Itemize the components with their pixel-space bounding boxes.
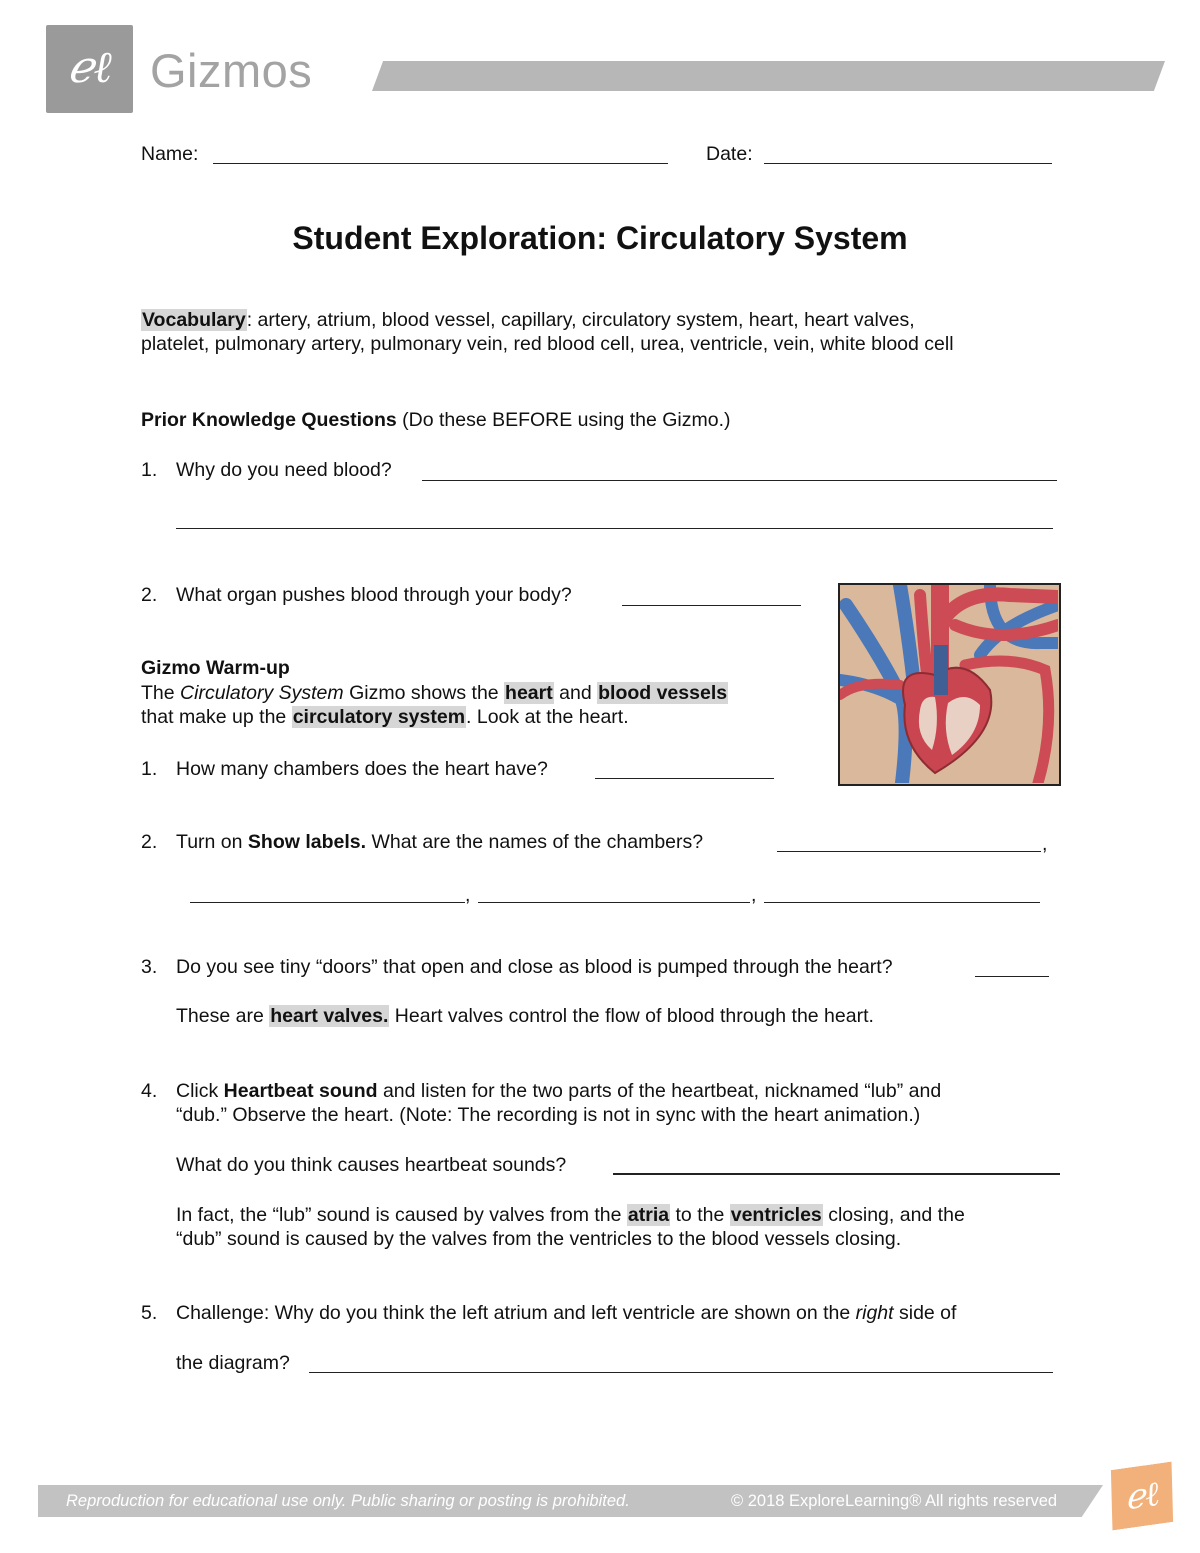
el-logo-icon: ℯℓ xyxy=(67,42,112,93)
warmup-q5-text-2: the diagram? xyxy=(176,1352,290,1374)
prior-q1-answer-line-2[interactable] xyxy=(176,528,1053,529)
warmup-q4-fact-1: In fact, the “lub” sound is caused by valves from the atria to the ventricles closing, and the xyxy=(176,1204,965,1226)
vocabulary-line-2: platelet, pulmonary artery, pulmonary vein, red blood cell, urea, ventricle, vein, white blood cell xyxy=(141,333,954,355)
warmup-q2-number: 2. xyxy=(141,831,158,853)
warmup-q4-ask: What do you think causes heartbeat sounds? xyxy=(176,1154,567,1176)
term-blood-vessels: blood vessels xyxy=(598,682,728,704)
warmup-q4-fact-2: “dub” sound is caused by the valves from the ventricles to the blood vessels closing. xyxy=(176,1228,902,1250)
name-label: Name: xyxy=(141,143,199,165)
vocabulary-terms-1: artery, atrium, blood vessel, capillary, circulatory system, heart, heart valves, xyxy=(252,309,915,331)
prior-q2-number: 2. xyxy=(141,584,158,606)
footer-copyright: © 2018 ExploreLearning® All rights reserved xyxy=(731,1492,1058,1510)
warmup-intro-line-2: that make up the circulatory system. Look at the heart. xyxy=(141,706,629,728)
chamber-answer-line-3[interactable] xyxy=(478,902,750,903)
footer-el-logo-icon: ℯℓ xyxy=(1122,1473,1162,1519)
warmup-intro-line-1: The Circulatory System Gizmo shows the heart and blood vessels xyxy=(141,682,728,704)
warmup-heading: Gizmo Warm-up xyxy=(141,657,290,679)
footer-disclaimer: Reproduction for educational use only. Public sharing or posting is prohibited. xyxy=(66,1492,630,1510)
warmup-q4-text-1: Click Heartbeat sound and listen for the two parts of the heartbeat, nicknamed “lub” and xyxy=(176,1080,942,1102)
warmup-q4-answer-line[interactable] xyxy=(613,1173,1060,1175)
vocabulary-label: Vocabulary xyxy=(142,309,246,331)
warmup-q2-text: Turn on Show labels. What are the names of the chambers? xyxy=(176,831,704,853)
chamber-answer-line-1[interactable] xyxy=(777,851,1041,852)
vocabulary-line-1: Vocabulary: artery, atrium, blood vessel, capillary, circulatory system, heart, heart valves, xyxy=(142,309,915,331)
date-label: Date: xyxy=(706,143,753,165)
term-ventricles: ventricles xyxy=(730,1204,822,1226)
warmup-q5-answer-line[interactable] xyxy=(309,1372,1053,1373)
prior-knowledge-heading: Prior Knowledge Questions (Do these BEFORE using the Gizmo.) xyxy=(141,409,731,431)
name-field[interactable] xyxy=(213,163,668,164)
heart-diagram-icon xyxy=(840,585,1058,783)
warmup-q1-answer-line[interactable] xyxy=(595,778,774,779)
gizmos-brand: Gizmos xyxy=(150,44,313,97)
warmup-q4-text-2: “dub.” Observe the heart. (Note: The recording is not in sync with the heart animation.) xyxy=(176,1104,921,1126)
prior-q1-answer-line-1[interactable] xyxy=(422,480,1057,481)
prior-q1-text: Why do you need blood? xyxy=(176,459,392,481)
prior-q2-answer-line[interactable] xyxy=(622,605,801,606)
page-title: Student Exploration: Circulatory System xyxy=(292,220,908,256)
warmup-q4-number: 4. xyxy=(141,1080,158,1102)
chamber-answer-line-4[interactable] xyxy=(764,902,1040,903)
date-field[interactable] xyxy=(764,163,1052,164)
prior-q2-text: What organ pushes blood through your body? xyxy=(176,584,572,606)
warmup-q1-text: How many chambers does the heart have? xyxy=(176,758,548,780)
term-circulatory-system: circulatory system xyxy=(292,706,466,728)
warmup-q5-number: 5. xyxy=(141,1302,158,1324)
warmup-q5-text: Challenge: Why do you think the left atrium and left ventricle are shown on the right side of xyxy=(176,1302,957,1324)
warmup-q3-answer-line[interactable] xyxy=(975,976,1049,977)
warmup-q3-note: These are heart valves. Heart valves control the flow of blood through the heart. xyxy=(176,1005,874,1027)
term-heart: heart xyxy=(505,682,553,704)
warmup-q3-number: 3. xyxy=(141,956,158,978)
warmup-q1-number: 1. xyxy=(141,758,158,780)
term-atria: atria xyxy=(627,1204,670,1226)
heart-illustration xyxy=(838,583,1061,786)
header-banner xyxy=(372,61,1165,91)
chamber-answer-line-2[interactable] xyxy=(190,902,465,903)
prior-q1-number: 1. xyxy=(141,459,158,481)
term-heart-valves: heart valves. xyxy=(270,1005,389,1027)
warmup-q3-text: Do you see tiny “doors” that open and close as blood is pumped through the heart? xyxy=(176,956,893,978)
